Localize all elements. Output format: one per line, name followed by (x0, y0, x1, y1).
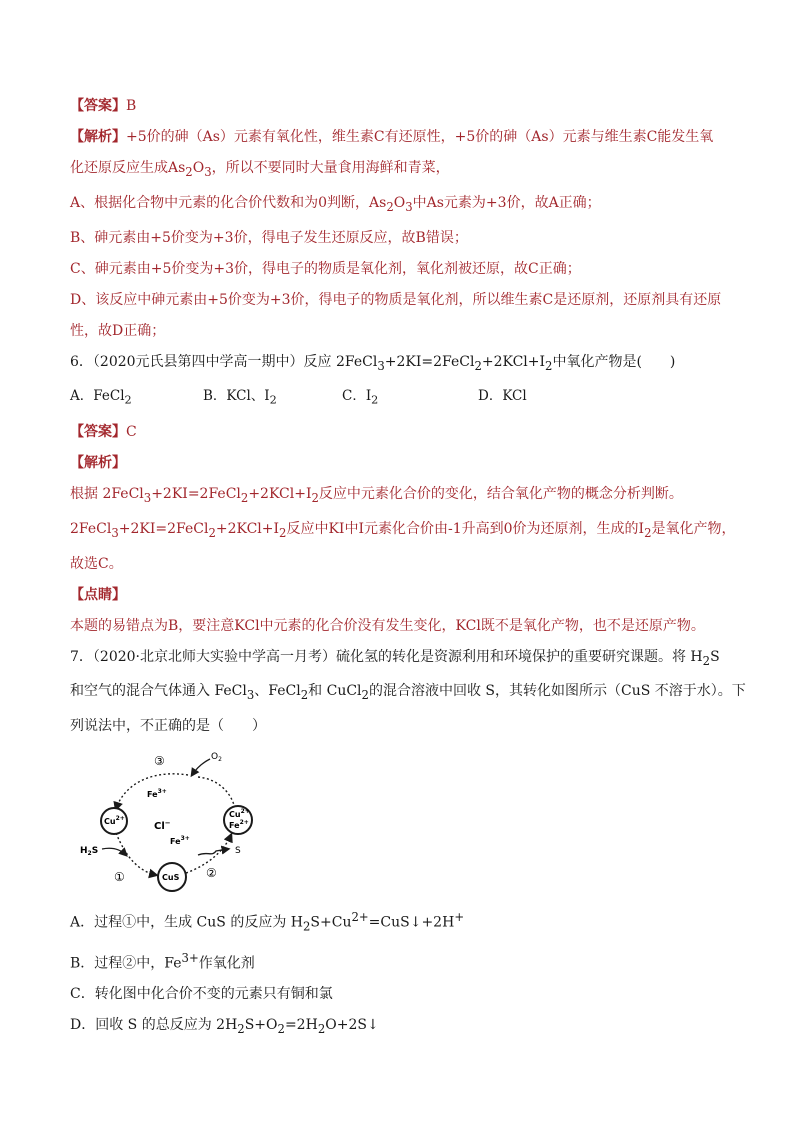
step1-label: ① (114, 870, 125, 885)
fe3-bottom-label: $Fe^{3+}$ (170, 835, 190, 847)
o2-label: $O_2$ (211, 752, 222, 764)
cu2-left-label: $Cu^{2+}$ (104, 815, 125, 827)
q5-answer (70, 96, 730, 116)
q7-option-d: D．回收 S 的总反应为 $2H_2S+O_2=2H_2O+2S↓$ (70, 1017, 379, 1037)
cus-label: CuS (162, 873, 180, 883)
q7-stem-line-1: 7．（2020·北京北师大实验中学高一月考）硫化氢的转化是资源利用和环境保护的重要研究课题。将 $H_2S$ (70, 648, 720, 668)
q6-options (70, 386, 730, 411)
cycle-svg (78, 747, 278, 897)
q6-option-d: D．KCl (478, 388, 527, 405)
arc-step1 (116, 833, 156, 875)
o2-arrow (192, 759, 210, 775)
q5-analysis-line-2: 化还原反应生成$As_2O_3$，所以不要同时大量食用海鲜和青菜， (70, 160, 450, 179)
fe3-top-label: $Fe^{3+}$ (147, 788, 167, 800)
fe2-right-label: $Fe^{2+}$ (229, 819, 249, 831)
q6-analysis-line-3: 故选C。 (70, 555, 123, 572)
h2s-arrow (102, 849, 126, 856)
step2-label: ② (206, 866, 217, 881)
q6-option-c: C．$I_2$ (342, 388, 379, 408)
cu2-right-label: $Cu^{2+}$ (229, 808, 250, 820)
q6-tip: 本题的易错点为B，要注意KCl中元素的化合价没有发生变化，KCl既不是氧化产物，也不是还原产物。 (70, 617, 705, 634)
q6-stem: 6．（2020元氏县第四中学高一期中）反应 $2FeCl_3+2KI=2FeCl_2+2KCl+I_2$中氧化产物是( ) (70, 353, 676, 373)
q6-analysis-line-1: 根据 $2FeCl_3+2KI=2FeCl_2+2KCl+I_2$反应中元素化合价的变化，结合氧化产物的概念分析判断。 (70, 486, 683, 505)
q7-stem-line-3: 列说法中，不正确的是（ ） (70, 718, 266, 735)
q7-option-b: B．过程②中，$Fe^{3+}$作氧化剂 (70, 950, 255, 972)
arc-top-right (198, 777, 234, 805)
s-arrow (198, 849, 228, 855)
answer-tag: 【答案】 (70, 98, 126, 114)
q6-tip-tag: 【点睛】 (70, 586, 126, 603)
q5-analysis-A: A、根据化合物中元素的化合价代数和为0判断，$As_2O_3$中As元素为+3价，故A正确； (70, 194, 601, 214)
q6-option-a: A．FeCl$_2$ (70, 388, 132, 408)
s-label: S (235, 846, 241, 857)
cl-label: Cl− (154, 819, 171, 833)
q6-analysis-tag: 【解析】 (70, 455, 126, 472)
analysis-tag: 【解析】 (70, 129, 126, 145)
q6-analysis-line-2: $2FeCl_3+2KI=2FeCl_2+2KCl+I_2$反应中KI中I元素化合价由-1升高到0价为还原剂，生成的$I_2$是氧化产物， (70, 520, 736, 540)
answer-value: B (126, 98, 137, 114)
q5-analysis-C: C、砷元素由+5价变为+3价，得电子的物质是氧化剂，氧化剂被还原，故C正确； (70, 260, 581, 277)
step3-label: ③ (154, 754, 165, 769)
q6-option-b: B．KCl、$I_2$ (203, 388, 277, 408)
q7-option-a: A．过程①中，生成 CuS 的反应为 $H_2S+Cu^{2+}=CuS↓+2H^+$ (70, 910, 465, 934)
q7-option-c: C．转化图中化合价不变的元素只有铜和氯 (70, 986, 333, 1003)
document-page (70, 96, 746, 1050)
h2s-label: $H_2S$ (80, 846, 99, 858)
q5-analysis-D2: 性，故D正确； (70, 322, 166, 339)
q5-analysis-D1: D、该反应中砷元素由+5价变为+3价，得电子的物质是氧化剂，所以维生素C是还原剂，还原剂具有还原 (70, 291, 722, 308)
q5-analysis-B: B、砷元素由+5价变为+3价，得电子发生还原反应，故B错误； (70, 229, 468, 246)
q5-analysis-line-1: 【解析】+5价的砷（As）元素有氧化性，维生素C有还原性，+5价的砷（As）元素与维生素C能发生氧 (70, 129, 714, 145)
sulfur-cycle-diagram (78, 747, 278, 897)
q6-answer: 【答案】C (70, 424, 137, 441)
q7-stem-line-2: 和空气的混合气体通入 FeCl$_3$、FeCl$_2$和 CuCl$_2$的混合溶液中回收 S，其转化如图所示（CuS 不溶于水）。下 (70, 683, 746, 703)
